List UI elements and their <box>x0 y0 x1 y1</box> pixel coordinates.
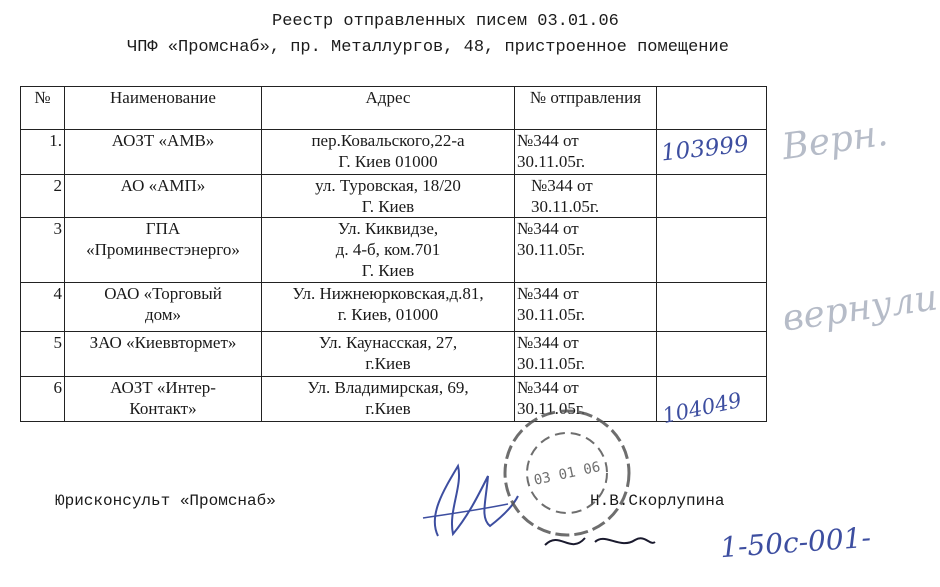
name-line: ГПА <box>145 219 181 238</box>
address-line: Г. Киев 01000 <box>338 152 438 171</box>
sending-number <box>515 175 657 218</box>
organization-name <box>65 175 262 218</box>
sending-line: 30.11.05г. <box>517 240 586 259</box>
name-line: «Проминвестэнерго» <box>86 240 240 259</box>
address-cell <box>262 283 515 332</box>
name-line: АОЗТ «Интер- <box>110 378 216 397</box>
address-cell <box>262 130 515 175</box>
sending-line: №344 от <box>517 284 579 303</box>
sending-line: №344 от <box>517 333 579 352</box>
sending-line: 30.11.05г. <box>531 197 600 216</box>
sending-line: №344 от <box>517 131 579 150</box>
address-line: Ул. Владимирская, 69, <box>307 378 469 397</box>
address-line: Г. Киев <box>361 197 415 216</box>
sending-line: 30.11.05г. <box>517 399 586 418</box>
sending-line: №344 от <box>517 378 579 397</box>
sending-line: №344 от <box>517 219 579 238</box>
handwritten-number-row6: 104049 <box>660 387 744 429</box>
address-line: г.Киев <box>365 354 411 373</box>
address-line: Ул. Киквидзе, <box>337 219 439 238</box>
row-number: 3 <box>21 218 65 283</box>
column-header-address: Адрес <box>262 87 515 130</box>
address-line: Г. Киев <box>361 261 415 280</box>
pencil-note-row1: Верн. <box>779 112 891 169</box>
column-header-sending: № отправления <box>515 87 657 130</box>
sending-line: 30.11.05г. <box>517 152 586 171</box>
sending-line: 30.11.05г. <box>517 305 586 324</box>
row-number: 4 <box>21 283 65 332</box>
column-header-name: Наименование <box>65 87 262 130</box>
organization-name <box>65 218 262 283</box>
address-line: г. Киев, 01000 <box>337 305 439 324</box>
name-line: АО «АМП» <box>120 176 206 195</box>
pencil-note-row4: вернули <box>779 277 940 340</box>
row-number: 6 <box>21 377 65 422</box>
row-number: 5 <box>21 332 65 377</box>
table-row <box>21 377 767 422</box>
organization-name <box>65 283 262 332</box>
name-line: ОАО «Торговый <box>104 284 222 303</box>
table-row <box>21 218 767 283</box>
extra-cell <box>657 175 767 218</box>
table-row <box>21 332 767 377</box>
handwritten-mark-icon <box>540 520 660 560</box>
address-cell <box>262 218 515 283</box>
sending-line: №344 от <box>531 176 593 195</box>
extra-cell <box>657 283 767 332</box>
sending-number <box>515 130 657 175</box>
signer-name: Н.В.Скорлупина <box>590 492 725 510</box>
address-cell <box>262 175 515 218</box>
organization-name <box>65 130 262 175</box>
name-line: ЗАО «Киеввтормет» <box>89 333 237 352</box>
extra-cell <box>657 218 767 283</box>
sending-line: 30.11.05г. <box>517 354 586 373</box>
extra-cell <box>657 332 767 377</box>
address-line: ул. Туровская, 18/20 <box>315 176 461 195</box>
address-line: Ул. Каунасская, 27, <box>318 333 458 352</box>
address-line: пер.Ковальского,22-а <box>311 131 465 150</box>
handwritten-number-row1: 103999 <box>659 131 750 167</box>
document-subtitle: ЧПФ «Промснаб», пр. Металлургов, 48, пристроенное помещение <box>127 38 729 57</box>
organization-name <box>65 332 262 377</box>
name-line: АОЗТ «АМВ» <box>111 131 215 150</box>
sending-number <box>515 218 657 283</box>
registry-table <box>20 86 767 422</box>
address-line: Ул. Нижнеюрковская,д.81, <box>292 284 484 303</box>
column-header-extra <box>657 87 767 130</box>
table-header-row <box>21 87 767 130</box>
signer-position: Юрисконсульт «Промснаб» <box>55 492 276 510</box>
table-row <box>21 130 767 175</box>
sending-number <box>515 332 657 377</box>
name-line: Контакт» <box>129 399 197 418</box>
address-cell <box>262 332 515 377</box>
row-number: 1. <box>21 130 65 175</box>
document-title: Реестр отправленных писем 03.01.06 <box>272 12 619 31</box>
address-cell <box>262 377 515 422</box>
sending-number <box>515 283 657 332</box>
name-line: дом» <box>144 305 182 324</box>
row-number: 2 <box>21 175 65 218</box>
address-line: д. 4-б, ком.701 <box>335 240 441 259</box>
address-line: г.Киев <box>365 399 411 418</box>
handwritten-registry-code: 1-50с-001- <box>719 520 872 565</box>
table-row <box>21 175 767 218</box>
organization-name <box>65 377 262 422</box>
column-header-number: № <box>21 87 65 130</box>
stamp-date: 03 01 06 <box>532 459 602 489</box>
table-row <box>21 283 767 332</box>
